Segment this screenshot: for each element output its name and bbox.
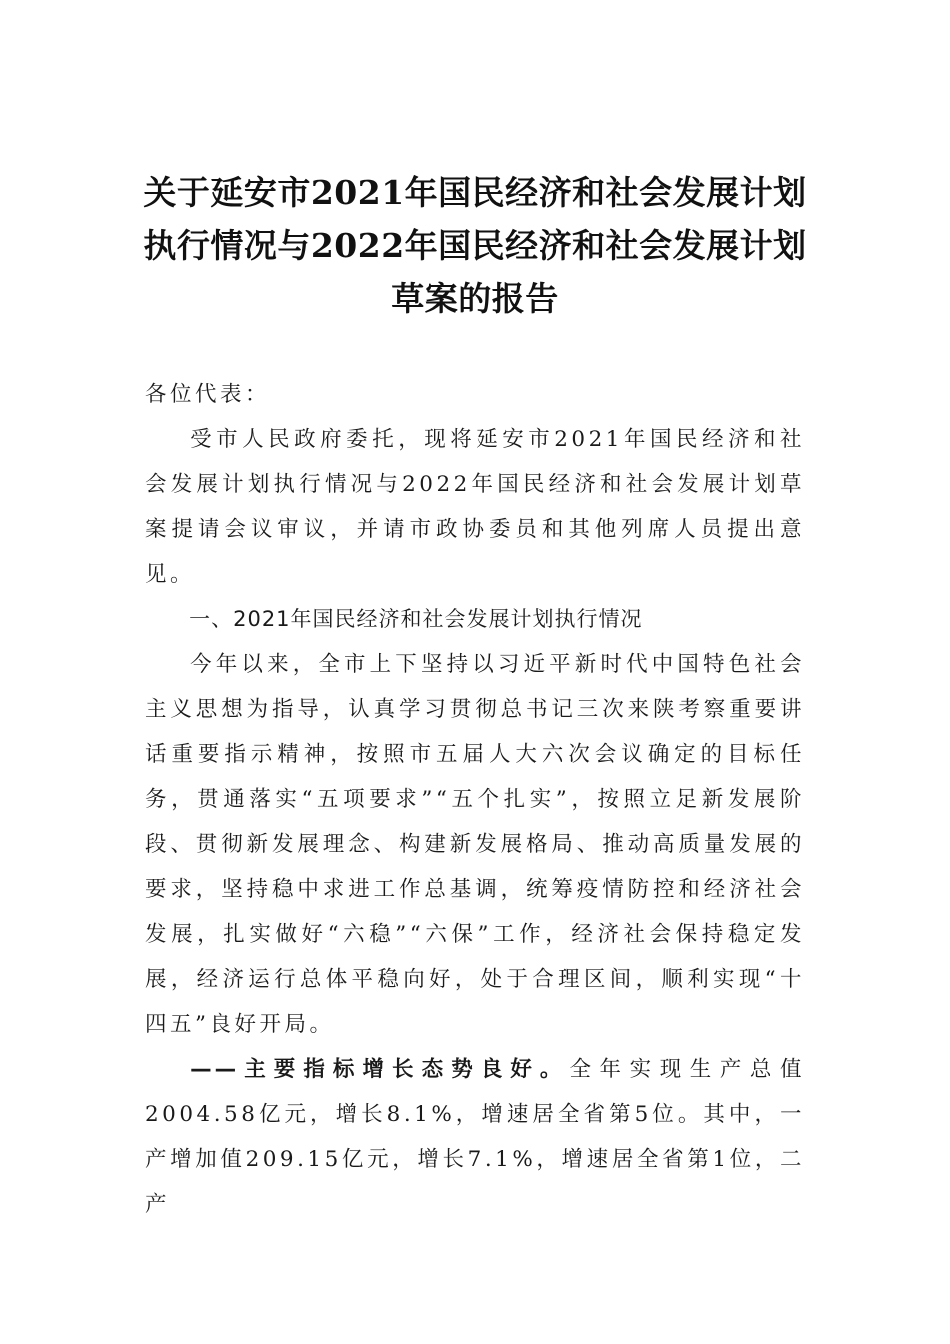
document-title: 关于延安市2021年国民经济和社会发展计划执行情况与2022年国民经济和社会发展计划草案的报告 — [143, 173, 807, 318]
document-body — [145, 372, 805, 1227]
intro-paragraph: 受市人民政府委托，现将延安市2021年国民经济和社会发展计划执行情况与2022年国民经济和社会发展计划草案提请会议审议，并请市政协委员和其他列席人员提出意见。 — [145, 427, 805, 587]
indicator-text: 全年实现生产总值2004.58亿元，增长8.1%，增速居全省第5位。其中，一产增加值209.15亿元，增长7.1%，增速居全省第1位，二产 — [145, 1057, 805, 1217]
indicator-paragraph — [145, 1047, 805, 1227]
salutation: 各位代表： — [145, 382, 271, 407]
indicator-lead: ——主要指标增长态势良好。 — [190, 1057, 570, 1082]
section-heading: 一、2021年国民经济和社会发展计划执行情况 — [189, 607, 643, 631]
section-paragraph: 今年以来，全市上下坚持以习近平新时代中国特色社会主义思想为指导，认真学习贯彻总书记三次来陕考察重要讲话重要指示精神，按照市五届人大六次会议确定的目标任务，贯通落实“五项要求”“五个扎实”，按照立足新发展阶段、贯彻新发展理念、构建新发展格局、推动高质量发展的要求，坚持稳中求进工作总基调，统筹疫情防控和经济社会发展，扎实做好“六稳”“六保”工作，经济社会保持稳定发展，经济运行总体平稳向好，处于合理区间，顺利实现“十四五”良好开局。 — [145, 652, 805, 1037]
